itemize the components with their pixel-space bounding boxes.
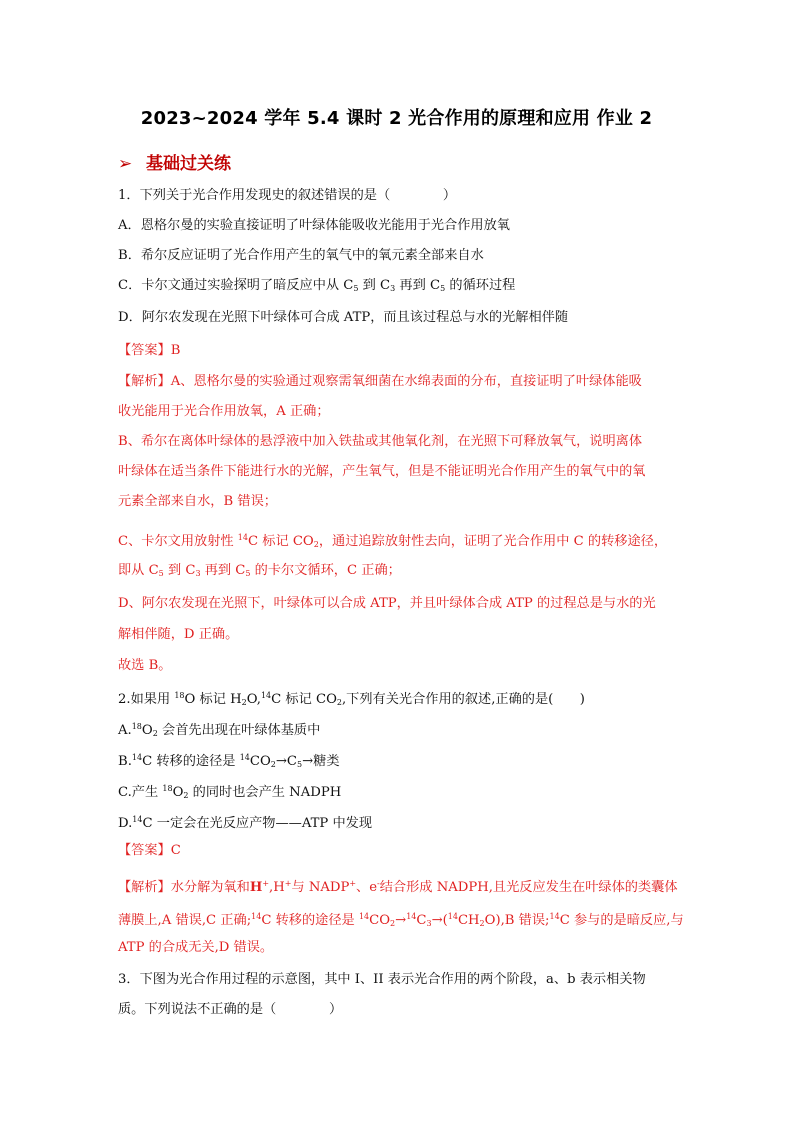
page-title: 2023~2024 学年 5.4 课时 2 光合作用的原理和应用 作业 2 [140, 108, 653, 129]
q2-stem: 2.如果用 $^{18}$O 标记 $H_2O,^{14}C$ 标记 $CO_2$,下列有关光合作用的叙述,正确的是( ) [118, 691, 585, 707]
q1-option-a: A．恩格尔曼的实验直接证明了叶绿体能吸收光能用于光合作用放氧 [118, 218, 510, 233]
q1-option-b: B．希尔反应证明了光合作用产生的氧气中的氧元素全部来自水 [118, 248, 484, 263]
q2-explanation-line: 【解析】水分解为氧和H+,H+与 NADP+、e-结合形成 NADPH,且光反应发生在叶绿体的类囊体 [118, 879, 678, 895]
arrow-bullet-icon: ➢ [118, 154, 133, 174]
section-label: 基础过关练 [146, 154, 231, 174]
q2-explanation-line: 薄膜上,A 错误,C 正确;$^{14}$C 转移的途径是 $^{14}CO_2\to^{14}C_3\to(^{14}CH_2O),B$ 错误;$^{14}$C 参与的是暗反应,与 [118, 912, 684, 928]
q1-explanation-line: 解相伴随，D 正确。 [118, 627, 239, 642]
q2-explanation-line: ATP 的合成无关,D 错误。 [118, 940, 274, 955]
section-heading [118, 149, 231, 174]
q2-answer: 【答案】C [118, 843, 181, 858]
q1-explanation-line: 收光能用于光合作用放氧，A 正确； [118, 404, 330, 419]
q1-explanation-line: 即从 $C_5$ 到 $C_3$ 再到 $C_5$ 的卡尔文循环，C 正确； [118, 563, 401, 578]
q1-explanation-line: B、希尔在离体叶绿体的悬浮液中加入铁盐或其他氧化剂，在光照下可释放氧气，说明离体 [118, 434, 642, 449]
q1-explanation-line: D、阿尔农发现在光照下，叶绿体可以合成 ATP，并且叶绿体合成 ATP 的过程总是与水的光 [118, 596, 656, 611]
q1-answer: 【答案】B [118, 343, 181, 358]
q1-option-d: D．阿尔农发现在光照下叶绿体可合成 ATP，而且该过程总与水的光解相伴随 [118, 310, 569, 325]
q3-stem: 3．下图为光合作用过程的示意图，其中 I、II 表示光合作用的两个阶段，a、b 表示相关物 [118, 972, 646, 987]
q2-option-d: D.$^{14}$C 一定会在光反应产物——ATP 中发现 [118, 815, 373, 831]
q1-explanation-line: 【解析】A、恩格尔曼的实验通过观察需氧细菌在水绵表面的分布，直接证明了叶绿体能吸 [118, 374, 642, 389]
q3-stem: 质。下列说法不正确的是（ ） [118, 1002, 343, 1017]
q1-explanation-line: C、卡尔文用放射性 $^{14}$C 标记 $CO_2$，通过追踪放射性去向，证明了光合作用中 C 的转移途径， [118, 533, 668, 549]
q2-option-b: B.$^{14}$C 转移的途径是 $^{14}CO_2\to C_5\to$糖类 [118, 753, 340, 769]
q1-conclusion: 故选 B。 [118, 658, 172, 673]
q1-option-c: C．卡尔文通过实验探明了暗反应中从 $C_5$ 到 $C_3$ 再到 $C_5$ 的循环过程 [118, 278, 516, 293]
q1-explanation-line: 元素全部来自水，B 错误； [118, 494, 277, 509]
q2-option-a: $A.^{18}O_2$ 会首先出现在叶绿体基质中 [118, 722, 321, 738]
q1-stem: 1．下列关于光合作用发现史的叙述错误的是（ ） [118, 188, 457, 203]
q1-explanation-line: 叶绿体在适当条件下能进行水的光解，产生氧气，但是不能证明光合作用产生的氧气中的氧 [118, 464, 646, 479]
q2-option-c: C.产生 $^{18}O_2$ 的同时也会产生 NADPH [118, 784, 342, 800]
